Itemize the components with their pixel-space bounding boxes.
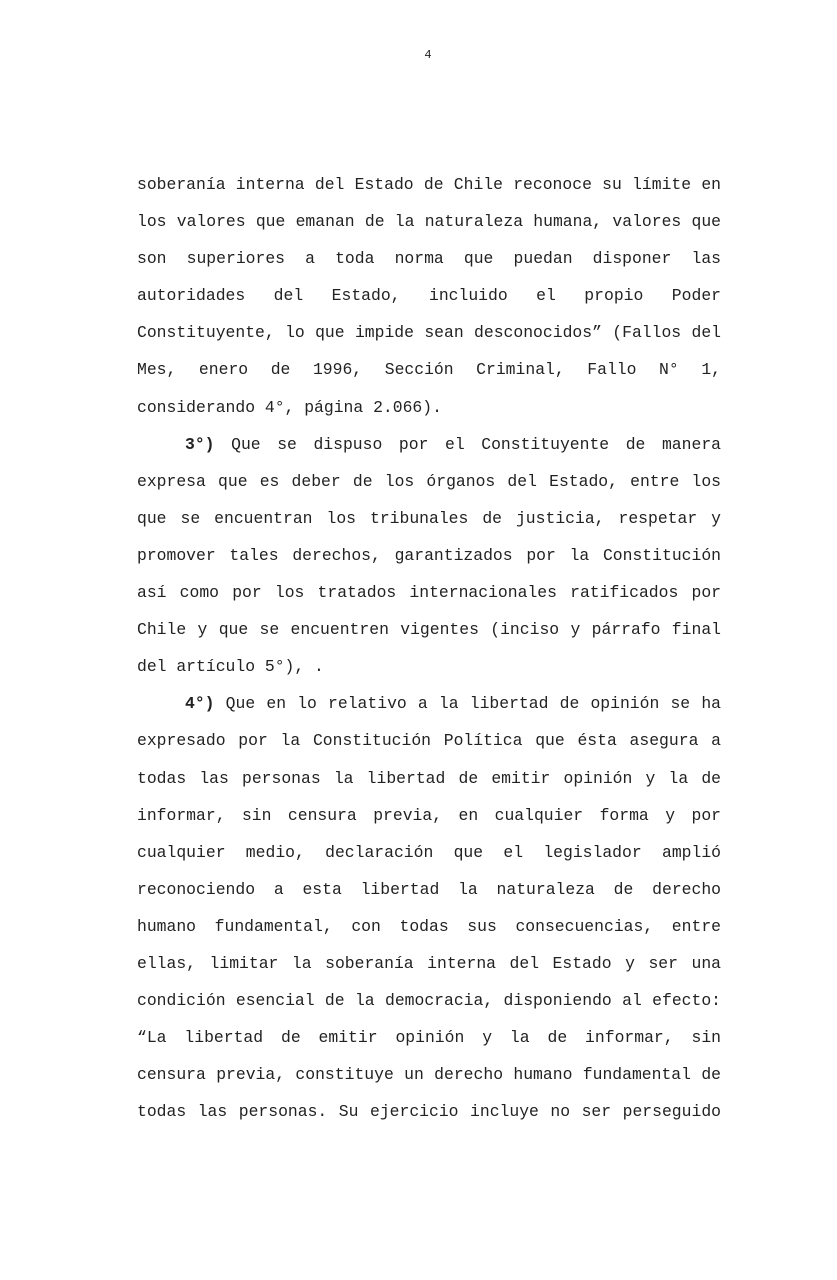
line-text: informar, sin censura previa, en cualquier forma y por	[137, 805, 721, 825]
line-text: promover tales derechos, garantizados por la Constitución	[137, 545, 721, 565]
line-text: expresado por la Constitución Política que ésta asegura a	[137, 731, 721, 751]
line-text: humano fundamental, con todas sus consecuencias, entre	[137, 916, 721, 936]
line-text: Mes, enero de 1996, Sección Criminal, Fallo N° 1,	[137, 360, 721, 380]
text-line	[137, 172, 721, 209]
text-line	[137, 580, 721, 617]
line-text: que se encuentran los tribunales de justicia, respetar y	[137, 508, 721, 528]
line-text: Constituyente, lo que impide sean desconocidos” (Fallos del	[137, 323, 721, 343]
text-line	[137, 1062, 721, 1099]
line-text: Que se dispuso por el Constituyente de manera	[214, 434, 721, 454]
text-line	[137, 617, 721, 654]
text-line	[137, 283, 721, 320]
text-line	[137, 506, 721, 543]
text-line	[137, 914, 721, 951]
text-line	[137, 1025, 721, 1062]
line-text: los valores que emanan de la naturaleza humana, valores que	[137, 212, 721, 232]
text-line	[137, 988, 721, 1025]
text-line	[137, 877, 721, 914]
text-line	[137, 543, 721, 580]
line-text: “La libertad de emitir opinión y la de informar, sin	[137, 1028, 721, 1048]
text-line	[137, 246, 721, 283]
line-text: así como por los tratados internacionales ratificados por	[137, 583, 721, 603]
line-text: del artículo 5°), .	[137, 657, 324, 677]
text-line	[137, 469, 721, 506]
text-line	[137, 840, 721, 877]
paragraph-number: 4°)	[185, 694, 215, 714]
text-line	[137, 209, 721, 246]
line-text: soberanía interna del Estado de Chile reconoce su límite en	[137, 175, 721, 194]
page-number: 4	[424, 48, 432, 62]
line-text: considerando 4°, página 2.066).	[137, 397, 442, 417]
line-text: Que en lo relativo a la libertad de opinión se ha	[214, 694, 721, 714]
line-text: condición esencial de la democracia, disponiendo al efecto:	[137, 991, 721, 1011]
line-text: expresa que es deber de los órganos del Estado, entre los	[137, 471, 721, 491]
line-text: todas las personas. Su ejercicio incluye no ser perseguido	[137, 1102, 721, 1122]
text-line	[137, 691, 721, 728]
text-line	[137, 320, 721, 357]
text-line	[137, 395, 721, 432]
line-text: ellas, limitar la soberanía interna del Estado y ser una	[137, 953, 721, 973]
text-line	[137, 803, 721, 840]
document-body	[137, 172, 721, 1136]
text-line	[137, 357, 721, 394]
paragraph-number: 3°)	[185, 434, 215, 454]
text-line	[137, 951, 721, 988]
text-line	[137, 766, 721, 803]
text-line	[137, 1099, 721, 1136]
line-text: todas las personas la libertad de emitir opinión y la de	[137, 768, 721, 788]
text-line	[137, 728, 721, 765]
text-line	[137, 654, 721, 691]
line-text: cualquier medio, declaración que el legislador amplió	[137, 842, 721, 862]
line-text: Chile y que se encuentren vigentes (inciso y párrafo final	[137, 620, 721, 640]
text-line	[137, 432, 721, 469]
line-text: censura previa, constituye un derecho humano fundamental de	[137, 1065, 721, 1085]
line-text: autoridades del Estado, incluido el propio Poder	[137, 286, 721, 306]
line-text: reconociendo a esta libertad la naturaleza de derecho	[137, 879, 721, 899]
line-text: son superiores a toda norma que puedan disponer las	[137, 249, 721, 269]
